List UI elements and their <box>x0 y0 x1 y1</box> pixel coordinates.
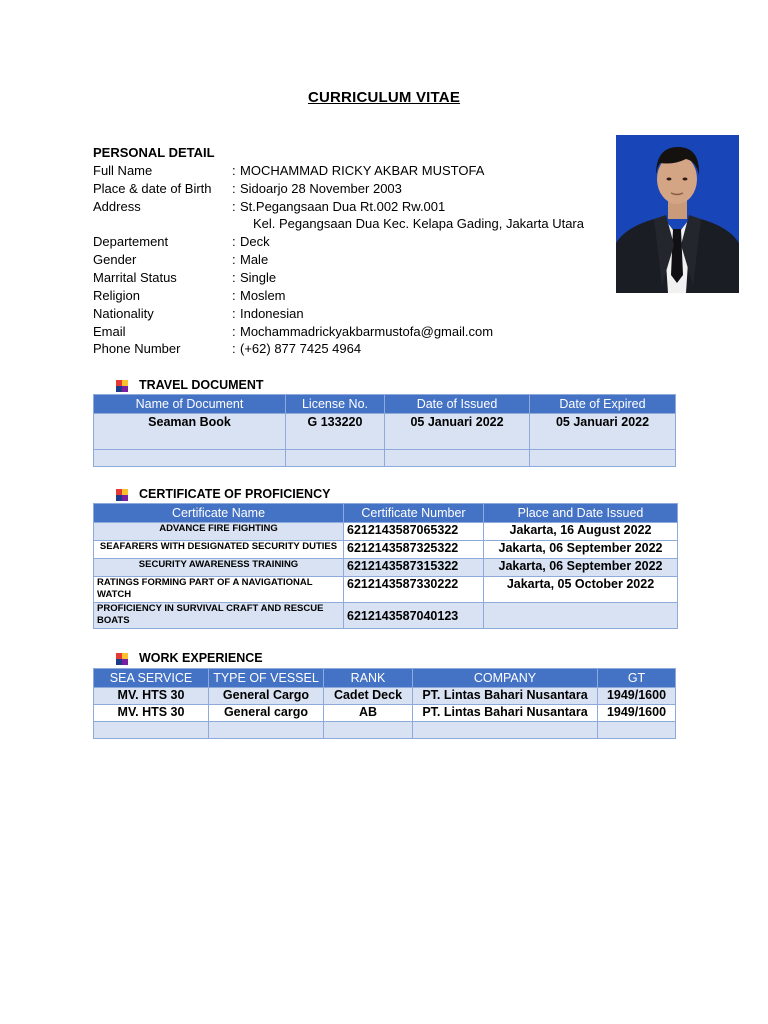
table-row <box>94 705 676 722</box>
detail-value: MOCHAMMAD RICKY AKBAR MUSTOFA <box>240 163 485 178</box>
certificate-place-date-cell: Jakarta, 06 September 2022 <box>484 559 678 577</box>
column-header: Certificate Number <box>344 504 484 523</box>
table-cell: 1949/1600 <box>598 688 676 705</box>
certificate-name-cell: RATINGS FORMING PART OF A NAVIGATIONAL WATCH <box>94 577 344 603</box>
certificate-name-cell: SECURITY AWARENESS TRAINING <box>94 559 344 577</box>
detail-colon: : <box>232 252 236 267</box>
detail-label: Email <box>93 324 126 339</box>
certificate-number-cell: 6212143587330222 <box>344 577 484 603</box>
certificate-place-date-cell: Jakarta, 16 August 2022 <box>484 523 678 541</box>
detail-label: Departement <box>93 234 169 249</box>
section-title: CERTIFICATE OF PROFICIENCY <box>139 487 331 501</box>
certificate-number-cell: 6212143587040123 <box>344 603 484 629</box>
detail-colon: : <box>232 181 236 196</box>
table-row <box>94 603 678 629</box>
table-cell: MV. HTS 30 <box>94 688 209 705</box>
certificate-name-cell: SEAFARERS WITH DESIGNATED SECURITY DUTIES <box>94 541 344 559</box>
column-header: COMPANY <box>413 669 598 688</box>
detail-label: Gender <box>93 252 137 267</box>
certificate-number-cell: 6212143587325322 <box>344 541 484 559</box>
certificate-table <box>93 503 678 629</box>
section-title: TRAVEL DOCUMENT <box>139 378 264 392</box>
table-cell <box>385 450 530 467</box>
column-header: Date of Issued <box>385 395 530 414</box>
detail-label: Marrital Status <box>93 270 177 285</box>
detail-label: Full Name <box>93 163 153 178</box>
table-cell <box>598 722 676 739</box>
detail-colon: : <box>232 199 236 214</box>
detail-colon: : <box>232 341 236 356</box>
detail-value: Moslem <box>240 288 286 303</box>
table-cell <box>324 722 413 739</box>
table-cell: Cadet Deck <box>324 688 413 705</box>
table-header-row <box>94 669 676 688</box>
colored-square-bullet-icon <box>115 488 131 502</box>
column-header: GT <box>598 669 676 688</box>
work-experience-heading <box>115 650 263 666</box>
table-row <box>94 559 678 577</box>
table-cell: General Cargo <box>209 688 324 705</box>
detail-colon: : <box>232 234 236 249</box>
work-experience-table <box>93 668 676 739</box>
column-header: Date of Expired <box>530 395 676 414</box>
detail-label: Religion <box>93 288 140 303</box>
certificate-place-date-cell <box>484 603 678 629</box>
column-header: TYPE OF VESSEL <box>209 669 324 688</box>
detail-colon: : <box>232 288 236 303</box>
travel-document-heading <box>115 377 264 393</box>
table-cell <box>530 450 676 467</box>
table-cell: Seaman Book <box>94 414 286 450</box>
detail-value: St.Pegangsaan Dua Rt.002 Rw.001 <box>240 199 446 214</box>
profile-photo <box>616 135 739 293</box>
detail-label: Nationality <box>93 306 154 321</box>
column-header: Certificate Name <box>94 504 344 523</box>
detail-label: Place & date of Birth <box>93 181 212 196</box>
detail-colon: : <box>232 324 236 339</box>
certificate-heading <box>115 486 330 502</box>
table-header-row <box>94 395 676 414</box>
table-row <box>94 577 678 603</box>
table-row <box>94 688 676 705</box>
table-cell <box>413 722 598 739</box>
table-cell: 05 Januari 2022 <box>530 414 676 450</box>
certificate-name-cell: ADVANCE FIRE FIGHTING <box>94 523 344 541</box>
table-header-row <box>94 504 678 523</box>
table-row <box>94 414 676 450</box>
document-title: CURRICULUM VITAE <box>307 89 461 106</box>
detail-colon: : <box>232 163 236 178</box>
certificate-place-date-cell: Jakarta, 06 September 2022 <box>484 541 678 559</box>
table-row <box>94 722 676 739</box>
table-row <box>94 450 676 467</box>
table-cell: MV. HTS 30 <box>94 705 209 722</box>
address-line-2: Kel. Pegangsaan Dua Kec. Kelapa Gading, Jakarta Utara <box>253 216 584 231</box>
detail-value: Sidoarjo 28 November 2003 <box>240 181 402 196</box>
table-cell <box>209 722 324 739</box>
table-cell: G 133220 <box>286 414 385 450</box>
table-cell <box>286 450 385 467</box>
table-cell: AB <box>324 705 413 722</box>
table-cell: PT. Lintas Bahari Nusantara <box>413 688 598 705</box>
travel-document-table <box>93 394 676 467</box>
portrait-illustration <box>616 135 739 293</box>
table-cell: 1949/1600 <box>598 705 676 722</box>
detail-colon: : <box>232 306 236 321</box>
section-title: WORK EXPERIENCE <box>139 651 263 665</box>
detail-value: Male <box>240 252 269 267</box>
detail-value: Indonesian <box>240 306 304 321</box>
column-header: Name of Document <box>94 395 286 414</box>
colored-square-bullet-icon <box>115 379 131 393</box>
detail-value: Deck <box>240 234 270 249</box>
certificate-number-cell: 6212143587065322 <box>344 523 484 541</box>
certificate-number-cell: 6212143587315322 <box>344 559 484 577</box>
column-header: SEA SERVICE <box>94 669 209 688</box>
detail-label: Address <box>93 199 141 214</box>
column-header: License No. <box>286 395 385 414</box>
certificate-place-date-cell: Jakarta, 05 October 2022 <box>484 577 678 603</box>
colored-square-bullet-icon <box>115 652 131 666</box>
detail-value: (+62) 877 7425 4964 <box>240 341 362 356</box>
table-row <box>94 523 678 541</box>
table-cell: General cargo <box>209 705 324 722</box>
table-cell: PT. Lintas Bahari Nusantara <box>413 705 598 722</box>
personal-detail-heading: PERSONAL DETAIL <box>93 145 215 160</box>
table-cell <box>94 722 209 739</box>
certificate-name-cell: PROFICIENCY IN SURVIVAL CRAFT AND RESCUE BOATS <box>94 603 344 629</box>
detail-value: Mochammadrickyakbarmustofa@gmail.com <box>240 324 494 339</box>
detail-value: Single <box>240 270 277 285</box>
table-cell <box>94 450 286 467</box>
table-row <box>94 541 678 559</box>
detail-label: Phone Number <box>93 341 181 356</box>
column-header: Place and Date Issued <box>484 504 678 523</box>
column-header: RANK <box>324 669 413 688</box>
table-cell: 05 Januari 2022 <box>385 414 530 450</box>
detail-colon: : <box>232 270 236 285</box>
